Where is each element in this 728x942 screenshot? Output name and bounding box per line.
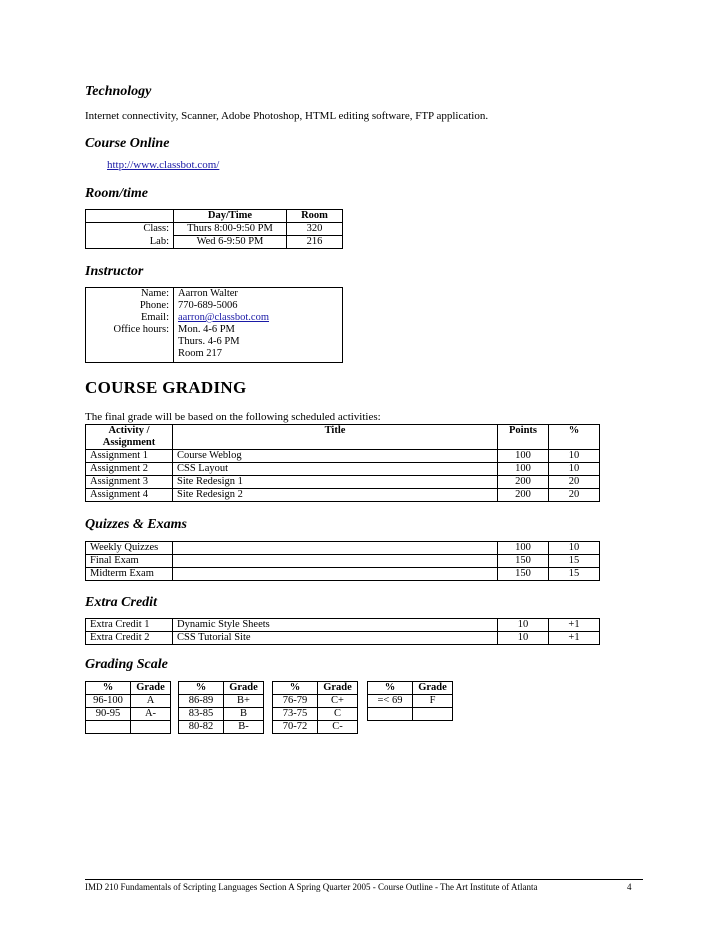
table-row bbox=[86, 476, 600, 489]
row-label: Class: bbox=[86, 223, 174, 236]
grading-scale-table bbox=[367, 681, 453, 721]
office-hours-cell bbox=[174, 324, 343, 363]
instructor-name: Aarron Walter bbox=[174, 288, 343, 301]
grade-cell: A- bbox=[131, 708, 171, 721]
grading-scale-table bbox=[272, 681, 358, 734]
points-cell: 100 bbox=[498, 542, 549, 555]
instructor-table bbox=[85, 287, 343, 363]
activity-cell: Assignment 1 bbox=[86, 450, 173, 463]
points-cell: 200 bbox=[498, 476, 549, 489]
range-cell: 73-75 bbox=[273, 708, 318, 721]
activity-cell: Extra Credit 2 bbox=[86, 632, 173, 645]
grade-cell bbox=[413, 708, 453, 721]
title-cell bbox=[173, 555, 498, 568]
table-row bbox=[86, 721, 171, 734]
points-cell: 10 bbox=[498, 619, 549, 632]
range-cell: 76-79 bbox=[273, 695, 318, 708]
activity-header: Activity / Assignment bbox=[86, 425, 173, 450]
percent-cell: 10 bbox=[549, 450, 600, 463]
grading-scale-heading: Grading Scale bbox=[85, 657, 168, 672]
assignments-table bbox=[85, 424, 600, 502]
grading-intro: The final grade will be based on the following scheduled activities: bbox=[85, 411, 381, 423]
table-row bbox=[86, 300, 343, 312]
table-row bbox=[179, 708, 264, 721]
percent-cell: +1 bbox=[549, 619, 600, 632]
activity-cell: Weekly Quizzes bbox=[86, 542, 173, 555]
grade-cell bbox=[131, 721, 171, 734]
table-row bbox=[368, 708, 453, 721]
course-online-heading: Course Online bbox=[85, 136, 170, 151]
grading-scale-table bbox=[178, 681, 264, 734]
grade-cell: B+ bbox=[224, 695, 264, 708]
title-cell: Site Redesign 2 bbox=[173, 489, 498, 502]
percent-header: % bbox=[179, 682, 224, 695]
range-cell: 96-100 bbox=[86, 695, 131, 708]
title-cell: Course Weblog bbox=[173, 450, 498, 463]
range-cell: 70-72 bbox=[273, 721, 318, 734]
table-row bbox=[368, 695, 453, 708]
points-cell: 100 bbox=[498, 463, 549, 476]
office-hours-label: Office hours: bbox=[86, 324, 174, 363]
quizzes-table bbox=[85, 541, 600, 581]
grade-cell: C+ bbox=[318, 695, 358, 708]
title-header: Title bbox=[173, 425, 498, 450]
points-header: Points bbox=[498, 425, 549, 450]
points-cell: 10 bbox=[498, 632, 549, 645]
points-cell: 150 bbox=[498, 568, 549, 581]
title-cell: Dynamic Style Sheets bbox=[173, 619, 498, 632]
percent-cell: 15 bbox=[549, 568, 600, 581]
room-header: Room bbox=[287, 210, 343, 223]
office-hours-line: Mon. 4-6 PM bbox=[178, 324, 235, 335]
table-row bbox=[86, 312, 343, 324]
grade-cell: B bbox=[224, 708, 264, 721]
technology-text: Internet connectivity, Scanner, Adobe Photoshop, HTML editing software, FTP application. bbox=[85, 110, 489, 122]
quizzes-heading: Quizzes & Exams bbox=[85, 517, 187, 532]
table-row bbox=[86, 489, 600, 502]
table-row bbox=[86, 619, 600, 632]
points-cell: 150 bbox=[498, 555, 549, 568]
email-label: Email: bbox=[86, 312, 174, 324]
footer-rule bbox=[85, 879, 643, 880]
time-cell: Wed 6-9:50 PM bbox=[174, 236, 287, 249]
title-cell: CSS Tutorial Site bbox=[173, 632, 498, 645]
percent-header: % bbox=[368, 682, 413, 695]
room-time-heading: Room/time bbox=[85, 186, 148, 201]
table-row bbox=[86, 324, 343, 363]
name-label: Name: bbox=[86, 288, 174, 301]
percent-header: % bbox=[549, 425, 600, 450]
instructor-heading: Instructor bbox=[85, 264, 144, 279]
range-cell bbox=[368, 708, 413, 721]
table-row bbox=[86, 210, 343, 223]
extra-credit-body bbox=[86, 619, 600, 645]
percent-cell: 10 bbox=[549, 463, 600, 476]
phone-label: Phone: bbox=[86, 300, 174, 312]
quizzes-body bbox=[86, 542, 600, 581]
points-cell: 200 bbox=[498, 489, 549, 502]
extra-credit-table bbox=[85, 618, 600, 645]
points-cell: 100 bbox=[498, 450, 549, 463]
title-cell: CSS Layout bbox=[173, 463, 498, 476]
grade-header: Grade bbox=[224, 682, 264, 695]
room-cell: 216 bbox=[287, 236, 343, 249]
range-cell: =< 69 bbox=[368, 695, 413, 708]
title-cell bbox=[173, 568, 498, 581]
percent-header: % bbox=[273, 682, 318, 695]
table-row bbox=[86, 288, 343, 301]
activity-cell: Assignment 2 bbox=[86, 463, 173, 476]
grade-header: Grade bbox=[318, 682, 358, 695]
activity-cell: Extra Credit 1 bbox=[86, 619, 173, 632]
table-row bbox=[273, 695, 358, 708]
percent-header: % bbox=[86, 682, 131, 695]
percent-cell: 15 bbox=[549, 555, 600, 568]
page-number: 4 bbox=[627, 882, 632, 892]
office-hours-line: Thurs. 4-6 PM bbox=[178, 336, 240, 347]
percent-cell: +1 bbox=[549, 632, 600, 645]
table-row bbox=[86, 542, 600, 555]
table-row bbox=[86, 695, 171, 708]
activity-cell: Midterm Exam bbox=[86, 568, 173, 581]
grade-header: Grade bbox=[131, 682, 171, 695]
table-row bbox=[86, 632, 600, 645]
instructor-phone: 770-689-5006 bbox=[174, 300, 343, 312]
table-row bbox=[86, 555, 600, 568]
table-row bbox=[273, 708, 358, 721]
grade-cell: C bbox=[318, 708, 358, 721]
grade-cell: B- bbox=[224, 721, 264, 734]
table-row bbox=[273, 721, 358, 734]
range-cell: 90-95 bbox=[86, 708, 131, 721]
title-cell: Site Redesign 1 bbox=[173, 476, 498, 489]
table-row bbox=[86, 236, 343, 249]
grade-cell: F bbox=[413, 695, 453, 708]
grade-cell: A bbox=[131, 695, 171, 708]
row-label: Lab: bbox=[86, 236, 174, 249]
table-row bbox=[368, 682, 453, 695]
technology-heading: Technology bbox=[85, 84, 152, 99]
title-cell bbox=[173, 542, 498, 555]
office-hours-line: Room 217 bbox=[178, 348, 223, 359]
table-row bbox=[273, 682, 358, 695]
grade-header: Grade bbox=[413, 682, 453, 695]
activity-cell: Assignment 3 bbox=[86, 476, 173, 489]
activity-cell: Final Exam bbox=[86, 555, 173, 568]
table-row bbox=[179, 721, 264, 734]
range-cell: 83-85 bbox=[179, 708, 224, 721]
table-row bbox=[86, 463, 600, 476]
activity-cell: Assignment 4 bbox=[86, 489, 173, 502]
table-row bbox=[86, 425, 600, 450]
percent-cell: 20 bbox=[549, 489, 600, 502]
footer-text: IMD 210 Fundamentals of Scripting Languages Section A Spring Quarter 2005 - Course Outline - The Art Institute of Atlanta bbox=[85, 882, 538, 892]
range-cell: 80-82 bbox=[179, 721, 224, 734]
room-cell: 320 bbox=[287, 223, 343, 236]
table-row bbox=[86, 682, 171, 695]
table-row bbox=[179, 695, 264, 708]
range-cell bbox=[86, 721, 131, 734]
instructor-email-link[interactable]: aarron@classbot.com bbox=[178, 312, 270, 323]
table-row bbox=[86, 450, 600, 463]
assignments-body bbox=[86, 450, 600, 502]
time-cell: Thurs 8:00-9:50 PM bbox=[174, 223, 287, 236]
percent-cell: 20 bbox=[549, 476, 600, 489]
percent-cell: 10 bbox=[549, 542, 600, 555]
table-row bbox=[86, 708, 171, 721]
table-row bbox=[179, 682, 264, 695]
grading-scale-table bbox=[85, 681, 171, 734]
range-cell: 86-89 bbox=[179, 695, 224, 708]
grade-cell: C- bbox=[318, 721, 358, 734]
table-row bbox=[86, 223, 343, 236]
extra-credit-heading: Extra Credit bbox=[85, 595, 157, 610]
course-url-link[interactable]: http://www.classbot.com/ bbox=[107, 159, 220, 171]
day-time-header: Day/Time bbox=[174, 210, 287, 223]
room-time-table bbox=[85, 209, 343, 249]
table-row bbox=[86, 568, 600, 581]
course-grading-heading: COURSE GRADING bbox=[85, 378, 247, 397]
